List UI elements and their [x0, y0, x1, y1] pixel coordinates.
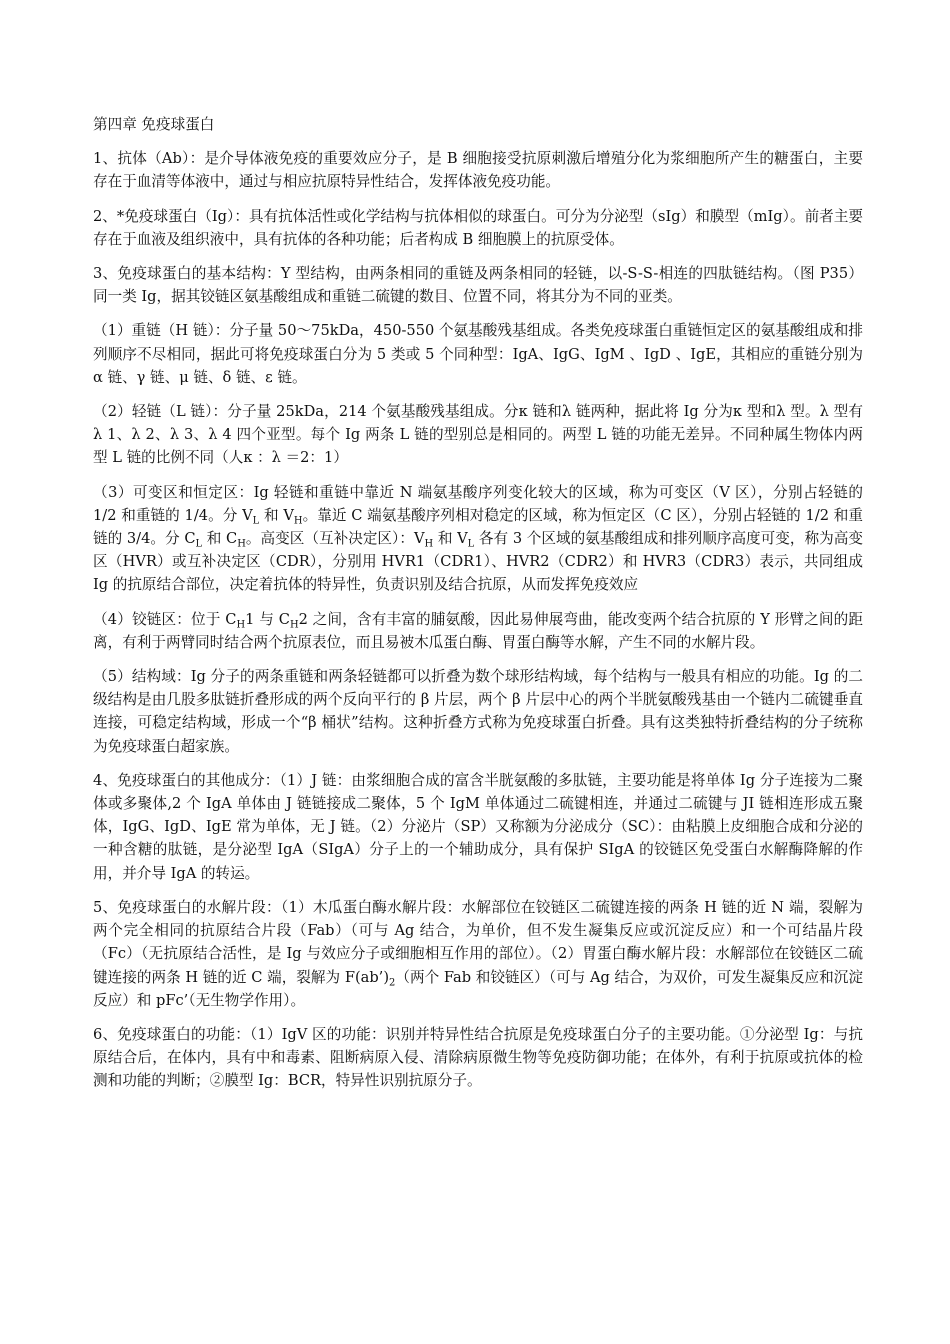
paragraph-other-components: 4、免疫球蛋白的其他成分：（1）J 链：由浆细胞合成的富含半胱氨酸的多肽链，主要功能是将单体 Ig 分子连接为二聚体或多聚体,2 个 IgA 单体由 J 链链接成二聚体，5 个 IgM 单体通过二硫键相连，并通过二硫键与 JI 链相连形成五聚体，IgG、IgD、IgE 常为单体，无 J 链。（2）分泌片（SP）又称额为分泌成分（SC）：由粘膜上皮细胞合成和分泌的一种含糖的肽链，是分泌型 IgA（SIgA）分子上的一个辅助成分，具有保护 SIgA 的铰链区免受蛋白水解酶降解的作用，并介导 IgA 的转运。 [93, 771, 863, 882]
text-run: （两个 Fab 和铰链区）（可与 Ag 结合，为双价，可发生凝集反应和沉淀反应）和 pFc’（无生物学作用）。 [93, 968, 863, 1009]
subscript: L [195, 538, 203, 550]
text-run: （3）可变区和恒定区：Ig 轻链和重链中靠近 N 端氨基酸序列变化较大的区域，称为可变区（V 区），分别占轻链的 1/2 和重链的 1/4。分 V [93, 483, 863, 524]
text-run: 。靠近 C 端氨基酸序列相对稳定的区域，称为恒定区（C 区），分别占轻链的 1/2 和重链的 3/4。分 C [93, 506, 863, 548]
paragraph-functions: 6、免疫球蛋白的功能：（1）IgV 区的功能：识别并特异性结合抗原是免疫球蛋白分子的主要功能。①分泌型 Ig：与抗原结合后，在体内，具有中和毒素、阻断病原入侵、清除病原微生物等免疫防御功能；在体外，有利于抗原或抗体的检测和功能的判断；②膜型 Ig：BCR，特异性识别抗原分子。 [93, 1025, 863, 1090]
subscript: 2 [389, 976, 396, 988]
paragraph-antibody-definition: 1、抗体（Ab）：是介导体液免疫的重要效应分子，是 B 细胞接受抗原刺激后增殖分化为浆细胞所产生的糖蛋白，主要存在于血清等体液中，通过与相应抗原特异性结合，发挥体液免疫功能。 [93, 150, 863, 191]
text-run: 和 V [259, 506, 294, 524]
paragraph-light-chain: （2）轻链（L 链）：分子量 25kDa，214 个氨基酸残基组成。分κ 链和λ 链两种，据此将 Ig 分为κ 型和λ 型。λ 型有λ 1、λ 2、λ 3、λ 4 四个亚型。每个 Ig 两条 L 链的型别总是相同的。两型 L 链的功能无差异。不同种属生物体内两型 L 链的比例不同（人κ ：λ ＝2：1） [93, 403, 863, 467]
subscript: H [289, 619, 299, 631]
text-run: 5、免疫球蛋白的水解片段：（1）木瓜蛋白酶水解片段：水解部位在铰链区二硫键连接的两条 H 链的近 N 端，裂解为两个完全相同的抗原结合片段（Fab）（可与 Ag 结合，为单价，但不发生凝集反应或沉淀反应）和一个可结晶片段（Fc）（无抗原结合活性，是 Ig 与效应分子或细胞相互作用的部位）。（2）胃蛋白酶水解片段：水解部位在铰链区二硫键连接的两条 H 链的近 C 端，裂解为 F(ab’) [93, 898, 863, 986]
subscript: H [424, 538, 434, 550]
subscript: H [236, 619, 246, 631]
text-run: （4）铰链区：位于 C [93, 610, 237, 628]
text-run: 和 C [202, 530, 238, 548]
paragraph-variable-constant-region [93, 481, 863, 597]
paragraph-basic-structure: 3、免疫球蛋白的基本结构：Y 型结构，由两条相同的重链及两条相同的轻链，以-S-S-相连的四肽链结构。（图 P35）同一类 Ig，据其铰链区氨基酸组成和重链二硫键的数目、位置不同，将其分为不同的亚类。 [93, 265, 863, 306]
subscript: H [293, 515, 303, 527]
text-run: 和 V [433, 530, 468, 548]
paragraph-immunoglobulin-definition: 2、*免疫球蛋白（Ig）：具有抗体活性或化学结构与抗体相似的球蛋白。可分为分泌型（sIg）和膜型（mIg）。前者主要存在于血液及组织液中，具有抗体的各种功能；后者构成 B 细胞膜上的抗原受体。 [93, 207, 863, 248]
paragraph-heavy-chain: （1）重链（H 链）：分子量 50～75kDa，450-550 个氨基酸残基组成。各类免疫球蛋白重链恒定区的氨基酸组成和排列顺序不尽相同，据此可将免疫球蛋白分为 5 类或 5 个同种型：IgA、IgG、IgM 、IgD 、IgE，其相应的重链分别为α 链、γ 链、μ 链、δ 链、ε 链。 [93, 322, 863, 386]
text-run: 各有 3 个区域的氨基酸组成和排列顺序高度可变，称为高变区（HVR）或互补决定区（CDR），分别用 HVR1（CDR1）、HVR2（CDR2）和 HVR3（CDR3）表示，共同组成 Ig 的抗原结合部位，决定着抗体的特异性，负责识别及结合抗原，从而发挥免疫效应 [93, 530, 863, 594]
text-run: 1 与 C [245, 610, 290, 628]
subscript: L [252, 515, 260, 527]
subscript: L [467, 538, 475, 550]
paragraph-hinge-region [93, 608, 863, 654]
paragraph-domain: （5）结构域：Ig 分子的两条重链和两条轻链都可以折叠为数个球形结构域，每个结构与一般具有相应的功能。Ig 的二级结构是由几股多肽链折叠形成的两个反向平行的 β 片层，两个 β 片层中心的两个半胱氨酸残基由一个链内二硫键垂直连接，可稳定结构域，形成一个“β 桶状”结构。这种折叠方式称为免疫球蛋白折叠。具有这类独特折叠结构的分子统称为免疫球蛋白超家族。 [93, 668, 863, 755]
chapter-title: 第四章 免疫球蛋白 [93, 116, 215, 133]
paragraph-hydrolysis-fragments [93, 896, 863, 1012]
text-run: 2 之间，含有丰富的脯氨酸，因此易伸展弯曲，能改变两个结合抗原的 Y 形臂之间的距离，有利于两臂同时结合两个抗原表位，而且易被木瓜蛋白酶、胃蛋白酶等水解，产生不同的水解片段。 [93, 610, 864, 651]
text-run: 。高变区（互补决定区）：V [245, 530, 425, 548]
subscript: H [237, 538, 246, 550]
document-page [93, 113, 863, 1104]
